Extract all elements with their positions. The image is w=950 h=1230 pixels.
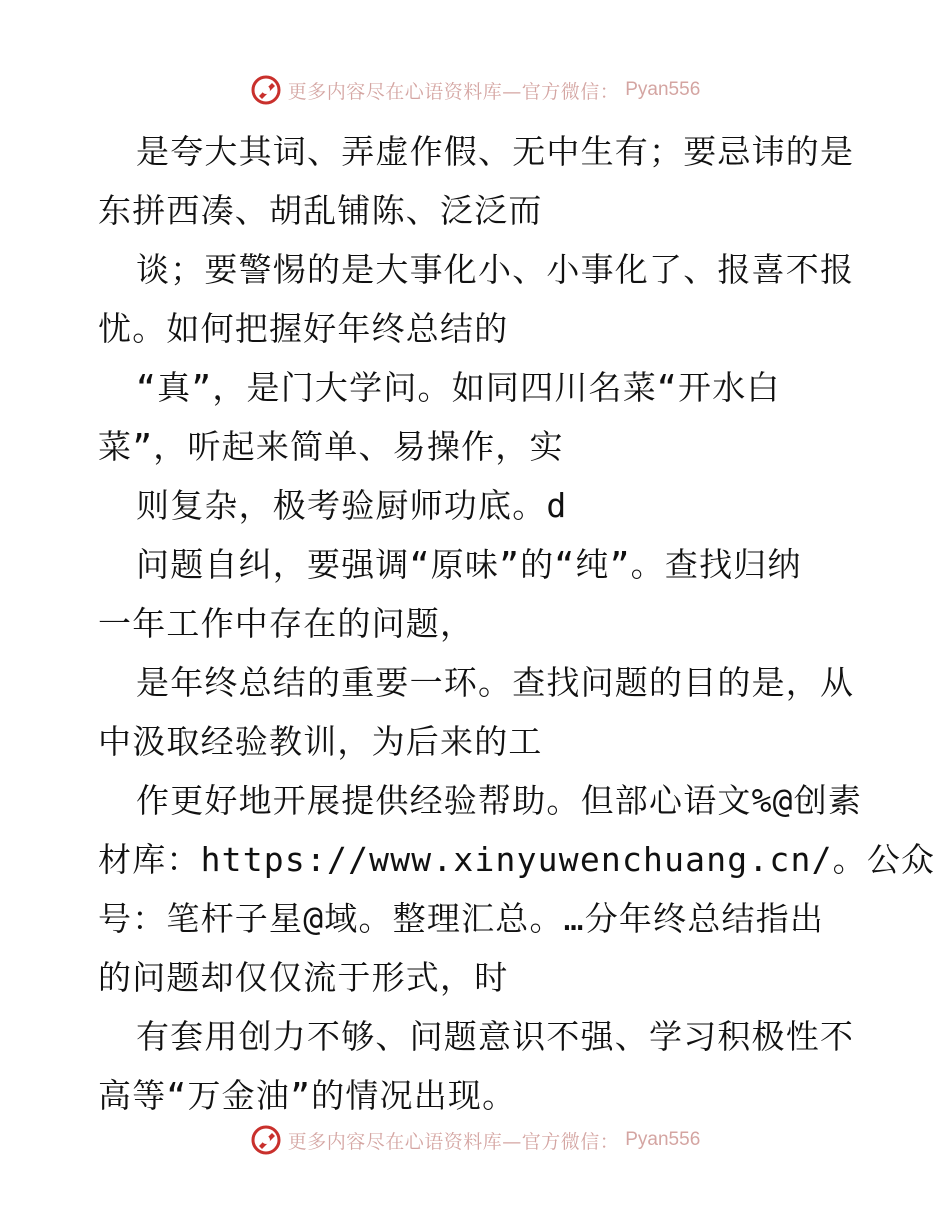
text-line: 的问题却仅仅流于形式，时 — [98, 958, 509, 997]
text-line: 是夸大其词、弄虚作假、无中生有；要忌讳的是 — [136, 132, 855, 171]
footer-text: 更多内容尽在心语资料库—官方微信： — [287, 1130, 620, 1153]
header-wechat: Pyan556 — [625, 79, 701, 100]
header-banner — [0, 70, 950, 110]
text-line: 作更好地开展提供经验帮助。但部心语文%@创素 — [136, 781, 863, 820]
header-text: 更多内容尽在心语资料库—官方微信： — [287, 80, 620, 103]
text-line: 东拼西凑、胡乱铺陈、泛泛而 — [98, 191, 543, 230]
text-line: 有套用创力不够、问题意识不强、学习积极性不 — [136, 1017, 855, 1056]
footer-banner — [0, 1120, 950, 1160]
document-body — [98, 122, 936, 1125]
logo-icon — [250, 74, 282, 106]
text-line: 忧。如何把握好年终总结的 — [98, 309, 509, 348]
text-line: 材库：https://www.xinyuwenchuang.cn/。公众 — [98, 840, 936, 879]
text-line: 高等“万金油”的情况出现。 — [98, 1076, 517, 1115]
text-line: 中汲取经验教训，为后来的工 — [98, 722, 543, 761]
text-line: 一年工作中存在的问题， — [98, 604, 475, 643]
footer-wechat: Pyan556 — [625, 1129, 701, 1150]
text-line: 菜”，听起来简单、易操作，实 — [98, 427, 564, 466]
logo-icon — [250, 1124, 282, 1156]
text-line: 是年终总结的重要一环。查找问题的目的是，从 — [136, 663, 855, 702]
text-line: 谈；要警惕的是大事化小、小事化了、报喜不报 — [136, 250, 855, 289]
text-line: 号：笔杆子星@域。整理汇总。…分年终总结指出 — [98, 899, 825, 938]
text-line: 问题自纠，要强调“原味”的“纯”。查找归纳 — [136, 545, 802, 584]
text-line: 则复杂，极考验厨师功底。d — [136, 486, 568, 525]
text-line: “真”，是门大学问。如同四川名菜“开水白 — [136, 368, 781, 407]
